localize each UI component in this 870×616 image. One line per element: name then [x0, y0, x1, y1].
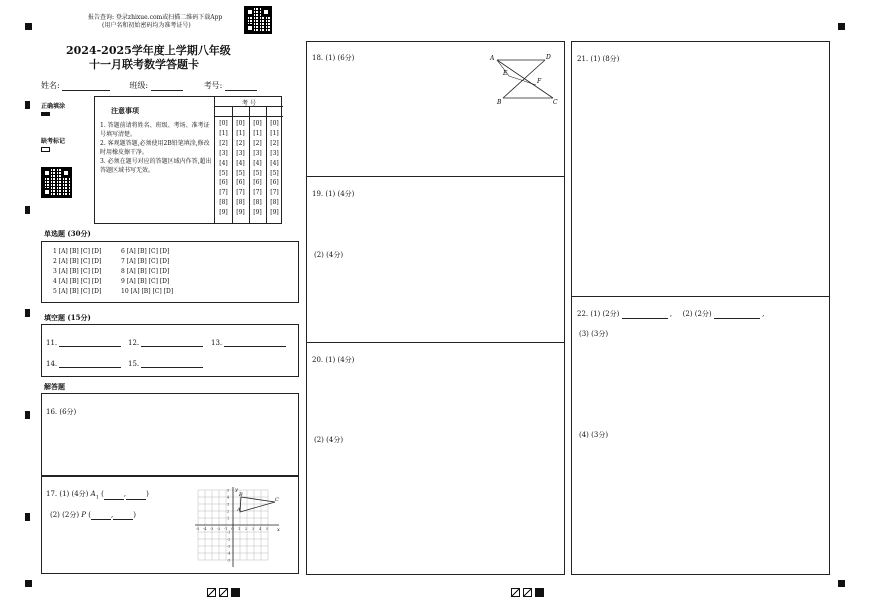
p-x-blank[interactable] [91, 510, 111, 520]
choice-row[interactable]: 6 [A] [B] [C] [D] [121, 248, 170, 255]
timing-mark [25, 309, 30, 317]
choice-column-2[interactable] [121, 247, 173, 297]
q13-answer[interactable] [224, 337, 286, 347]
notes-title: 注意事项 [111, 106, 139, 115]
q15-label: 15. [128, 360, 140, 368]
x-tick-label: -4 [203, 527, 207, 531]
q22-answer-area[interactable]: 22. (1) (2分) , (2) (2分) , (3) (3分) (4) (3分) [571, 296, 830, 575]
corner-mark [25, 23, 32, 30]
choice-column-1[interactable] [53, 247, 101, 297]
choice-row[interactable]: 7 [A] [B] [C] [D] [121, 258, 170, 265]
q16-answer-area[interactable] [41, 393, 299, 476]
choice-row[interactable]: 8 [A] [B] [C] [D] [121, 268, 170, 275]
timing-mark [25, 411, 30, 419]
choice-row[interactable]: 3 [A] [B] [C] [D] [53, 268, 102, 275]
page-marker-right [511, 582, 547, 601]
correct-fill-sample [41, 112, 50, 116]
coordinate-grid-figure [191, 485, 281, 569]
corner-mark [25, 580, 32, 587]
corner-mark [838, 23, 845, 30]
p-y-blank[interactable] [113, 510, 133, 520]
timing-mark [25, 206, 30, 214]
x-tick-label: -3 [210, 527, 214, 531]
choice-row[interactable]: 9 [A] [B] [C] [D] [121, 278, 170, 285]
exam-digit-column[interactable]: [0] [1] [2] [3] [4] [5] [6] [7] [8] [9] [270, 120, 279, 217]
q22-1-blank[interactable] [622, 309, 668, 319]
q12-label: 12. [128, 339, 140, 347]
choice-row[interactable]: 4 [A] [B] [C] [D] [53, 278, 102, 285]
triangle-abc [240, 497, 275, 512]
single-choice-box [41, 241, 299, 303]
point-a-label: A [237, 507, 241, 513]
exam-number-grid [214, 96, 282, 224]
exam-number-header: 考 号 [242, 100, 256, 107]
name-label: 姓名: [41, 81, 60, 90]
point-f-label: F [537, 78, 542, 85]
absent-label: 缺考标记 [41, 138, 66, 145]
parallel-lines-figure [489, 52, 561, 104]
x-tick-label: -1 [224, 527, 228, 531]
single-choice-title: 单选题 (30分) [44, 229, 91, 238]
exam-number-columns [215, 119, 283, 223]
x-tick-label: O [231, 527, 234, 531]
download-qr-code[interactable] [244, 6, 272, 34]
point-e-label: E [503, 70, 508, 77]
q17-1-label: 17. (1) (4分) [46, 490, 89, 498]
notes-list [100, 121, 212, 175]
q17-2-label: (2) (2分) [50, 511, 80, 519]
q19-answer-area[interactable] [306, 176, 565, 343]
x-tick-label: 3 [252, 527, 255, 531]
point-c-label: C [275, 497, 279, 503]
y-tick-label: 3 [227, 502, 230, 507]
choice-row[interactable]: 10 [A] [B] [C] [D] [121, 288, 174, 295]
y-tick-label: -1 [227, 530, 231, 535]
q22-2-label: (2) (2分) [682, 310, 712, 318]
y-tick-label: 1 [227, 516, 230, 521]
q16-label: 16. (6分) [46, 408, 77, 416]
q19-1-label: 19. (1) (4分) [312, 190, 355, 198]
x-tick-label: 2 [245, 527, 248, 531]
correct-fill-label: 正确填涂 [41, 103, 66, 110]
q22-3-label: (3) (3分) [579, 330, 609, 338]
point-a-label: A [490, 55, 495, 62]
y-tick-label: -5 [227, 558, 231, 563]
choice-row[interactable]: 1 [A] [B] [C] [D] [53, 248, 102, 255]
corner-mark [838, 580, 845, 587]
class-label: 班级: [129, 81, 149, 90]
report-notice-sub: (用户名和初始密码均为准考证号) [102, 22, 191, 29]
y-tick-label: -4 [227, 551, 231, 556]
a1-x-blank[interactable] [104, 490, 124, 500]
absent-checkbox[interactable] [41, 147, 50, 152]
q20-answer-area[interactable] [306, 342, 565, 575]
page-marker-left [207, 582, 243, 601]
point-label: A [90, 490, 96, 498]
point-d-label: D [546, 54, 551, 61]
exam-digit-column[interactable]: [0] [1] [2] [3] [4] [5] [6] [7] [8] [9] [253, 120, 262, 217]
note-item: 3. 必须在题号对应的答题区域内作答,超出答题区域书写无效。 [100, 158, 212, 174]
q14-answer[interactable] [59, 358, 121, 368]
point-c-label: C [553, 99, 558, 104]
exam-no-label: 考号: [203, 81, 223, 90]
q11-answer[interactable] [59, 337, 121, 347]
note-item: 1. 答题前请将姓名、班级、考场、准考证号填写清楚。 [100, 122, 210, 138]
exam-digit-column[interactable]: [0] [1] [2] [3] [4] [5] [6] [7] [8] [9] [219, 120, 228, 217]
x-tick-label: -2 [217, 527, 221, 531]
point-b-label: B [497, 99, 502, 104]
y-tick-label: -2 [227, 537, 231, 542]
q18-label: 18. (1) (6分) [312, 54, 355, 62]
q20-2-label: (2) (4分) [314, 436, 344, 444]
fill-blank-title: 填空题 (15分) [44, 313, 91, 322]
y-tick-label: 5 [227, 488, 230, 493]
point-b-label: B [239, 492, 243, 498]
answer-section-title: 解答题 [44, 382, 65, 391]
choice-row[interactable]: 5 [A] [B] [C] [D] [53, 288, 102, 295]
y-tick-label: 2 [227, 509, 230, 514]
q17-answer-area[interactable]: 17. (1) (4分) $A_1$ ( , ) (2) (2分) P ( , ) A B C x y -5 -4 -3 -2 -1 O 1 2 3 4 5 5 4 3 2 1 -1 -2 -3 -4 -5 [41, 476, 299, 574]
q11-label: 11. [46, 339, 58, 347]
fill-blank-box [41, 324, 299, 377]
x-tick-label: 5 [266, 527, 269, 531]
exam-no-field[interactable] [225, 81, 257, 91]
x-tick-label: 4 [259, 527, 262, 531]
q19-2-label: (2) (4分) [314, 251, 344, 259]
student-info [41, 80, 257, 91]
point-label: P [81, 511, 87, 519]
x-tick-label: -5 [196, 527, 200, 531]
x-axis-label: x [277, 527, 280, 533]
x-tick-label: 1 [238, 527, 241, 531]
q14-label: 14. [46, 360, 58, 368]
y-axis-label: y [235, 487, 238, 493]
timing-mark [25, 513, 30, 521]
notes-box [94, 96, 215, 224]
timing-mark [25, 101, 30, 109]
q20-1-label: 20. (1) (4分) [312, 356, 355, 364]
report-notice: 报告查询: 登录zhixue.com或扫描二维码下载App [88, 14, 223, 21]
exam-subtitle: 十一月联考数学答题卡 [89, 58, 199, 71]
a1-y-blank[interactable] [126, 490, 146, 500]
q22-4-label: (4) (3分) [579, 431, 609, 439]
q22-1-label: 22. (1) (2分) [577, 310, 620, 318]
q15-answer[interactable] [141, 358, 203, 368]
name-field[interactable] [62, 81, 110, 91]
q18-answer-area[interactable] [306, 41, 565, 177]
class-field[interactable] [151, 81, 183, 91]
q21-label: 21. (1) (8分) [577, 55, 620, 63]
choice-row[interactable]: 2 [A] [B] [C] [D] [53, 258, 102, 265]
q22-2-blank[interactable] [714, 309, 760, 319]
exam-digit-column[interactable]: [0] [1] [2] [3] [4] [5] [6] [7] [8] [9] [236, 120, 245, 217]
q21-answer-area[interactable] [571, 41, 830, 297]
student-qr-code [41, 167, 72, 198]
exam-title: 2024-2025学年度上学期八年级 [66, 44, 231, 57]
y-tick-label: 4 [227, 495, 230, 500]
q12-answer[interactable] [141, 337, 203, 347]
note-item: 2. 客观题答题,必须使用2B铅笔填涂,修改时用橡皮擦干净。 [100, 140, 210, 156]
q13-label: 13. [211, 339, 223, 347]
y-tick-label: -3 [227, 544, 231, 549]
